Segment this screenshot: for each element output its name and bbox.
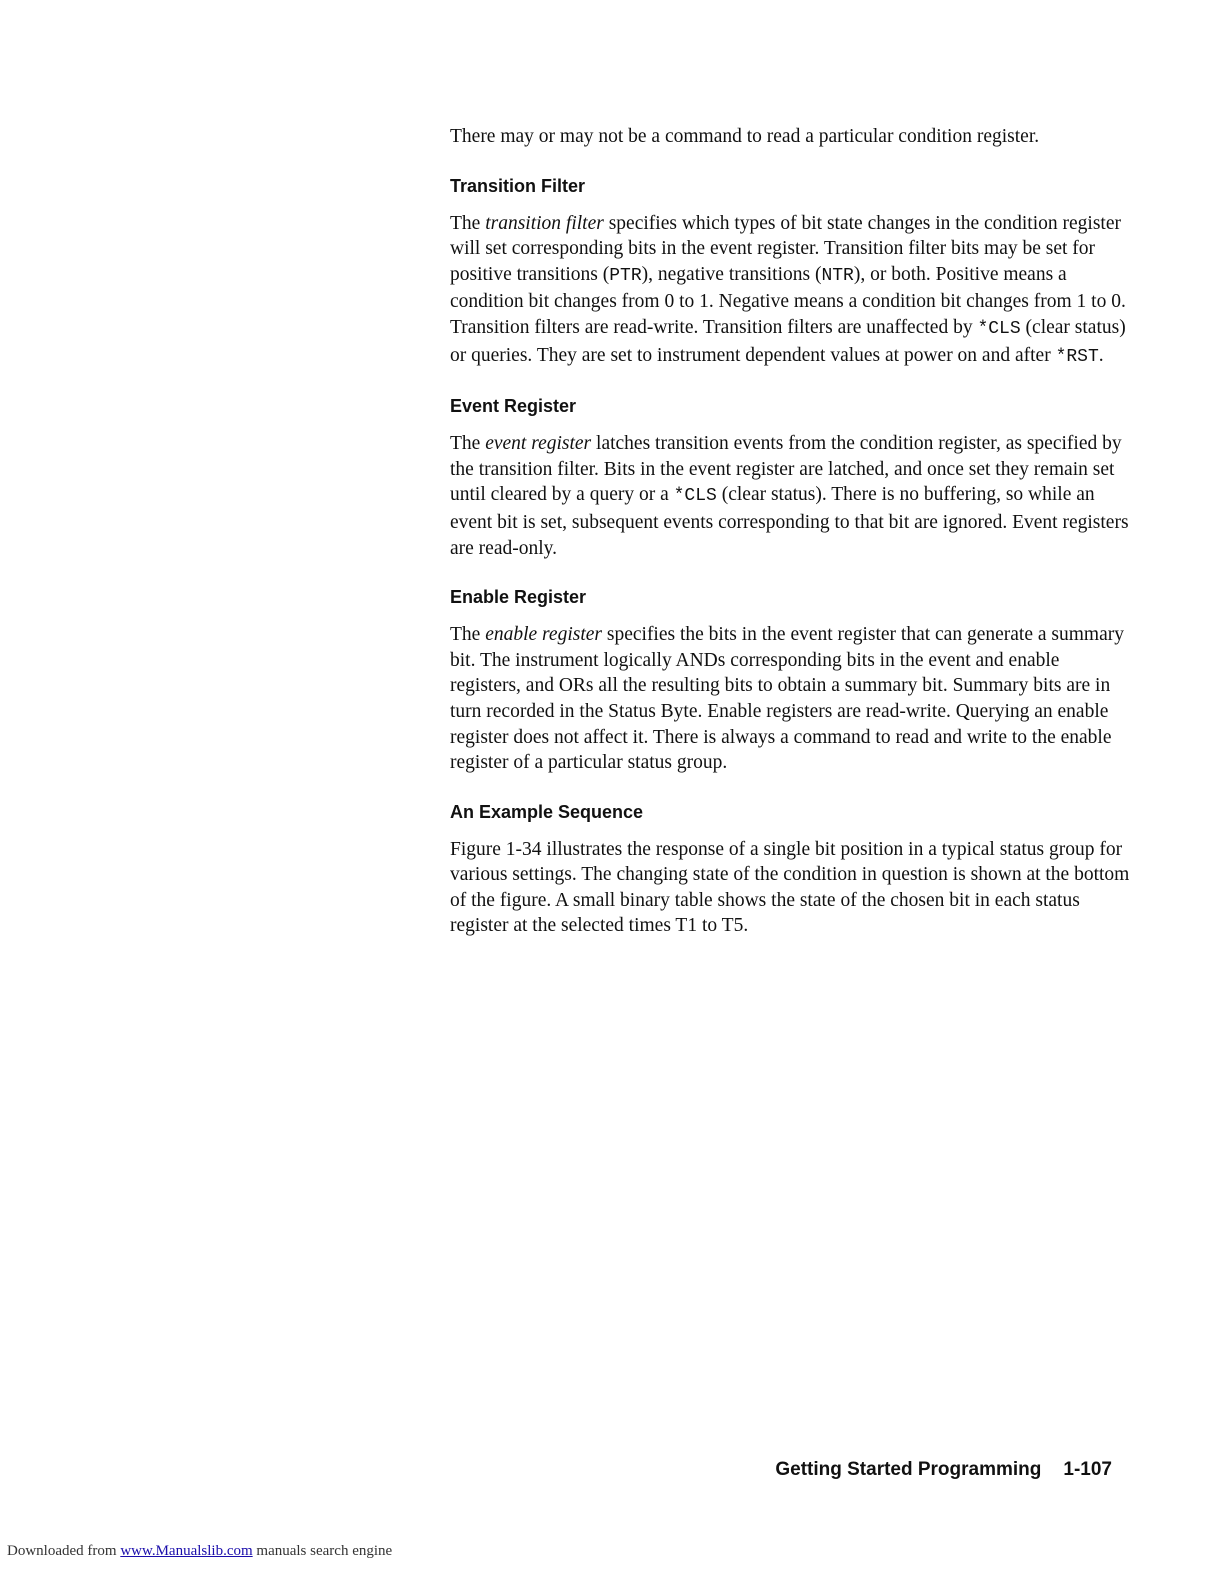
download-prefix: Downloaded from xyxy=(7,1543,121,1559)
intro-paragraph: There may or may not be a command to read a particular condition register. xyxy=(450,126,1040,147)
command-code: NTR xyxy=(821,265,854,286)
command-code: PTR xyxy=(609,265,642,286)
content-column xyxy=(450,124,1130,939)
text-run: . xyxy=(1098,344,1104,366)
text-run: ), or both. Positive means a condition bit changes from 0 to 1. Negative means a condition bit changes from 1 to 0. Transition filters are read-write. Transition filters are unaffected by xyxy=(450,263,1126,338)
text-run: latches transition events from the condition register, as specified by the transition filter. Bits in the event register are latched, and once set they remain set until cleared by a query or a xyxy=(450,433,1122,506)
italic-term: enable register xyxy=(485,624,602,646)
text-run: ), negative transitions ( xyxy=(641,263,822,285)
text-run: Figure 1-34 illustrates the response of a single bit position in a typical status group for various settings. The changing state of the condition in question is shown at the bottom of the figure. A small binary table shows the state of the chosen bit in each status register at the selected times T1 to T5. xyxy=(450,838,1130,937)
page-footer xyxy=(775,1459,1112,1481)
text-run: specifies the bits in the event register that can generate a summary bit. The instrument logically ANDs corresponding bits in the event and enable registers, and ORs all the resulting bits to obtain a summary bit. Summary bits are in turn recorded in the Status Byte. Enable registers are read-write. Querying an enable register does not affect it. There is always a command to read and write to the enable register of a particular status group. xyxy=(450,624,1124,774)
manualslib-link[interactable]: www.Manualslib.com xyxy=(120,1543,253,1559)
command-code: *CLS xyxy=(673,486,717,507)
footer-section-title: Getting Started Programming xyxy=(775,1459,1042,1480)
section-heading: Event Register xyxy=(450,396,577,417)
text-run: The xyxy=(450,212,486,234)
sections-container xyxy=(450,150,1130,939)
page-number: 1-107 xyxy=(1063,1459,1112,1480)
command-code: *RST xyxy=(1055,346,1099,367)
text-run: (clear status). There is no buffering, so while an event bit is set, subsequent events corresponding to that bit are ignored. Event registers are read-only. xyxy=(450,484,1129,559)
command-code: *CLS xyxy=(977,318,1021,339)
download-note xyxy=(7,1543,392,1560)
italic-term: transition filter xyxy=(485,212,604,234)
section-heading: Enable Register xyxy=(450,587,587,608)
text-run: The xyxy=(450,433,486,455)
download-suffix: manuals search engine xyxy=(252,1543,393,1559)
text-run: The xyxy=(450,624,486,646)
italic-term: event register xyxy=(485,433,592,455)
text-run: specifies which types of bit state changes in the condition register will set corresponding bits in the event register. Transition filter bits may be set for positive transitions ( xyxy=(450,212,1121,285)
section-paragraph xyxy=(450,622,1130,776)
section-paragraph xyxy=(450,211,1130,371)
section-heading: Transition Filter xyxy=(450,175,586,196)
section-heading: An Example Sequence xyxy=(450,801,644,822)
section-paragraph xyxy=(450,431,1130,561)
text-run: (clear status) or queries. They are set to instrument dependent values at power on and after xyxy=(450,316,1126,366)
section-paragraph xyxy=(450,837,1130,939)
